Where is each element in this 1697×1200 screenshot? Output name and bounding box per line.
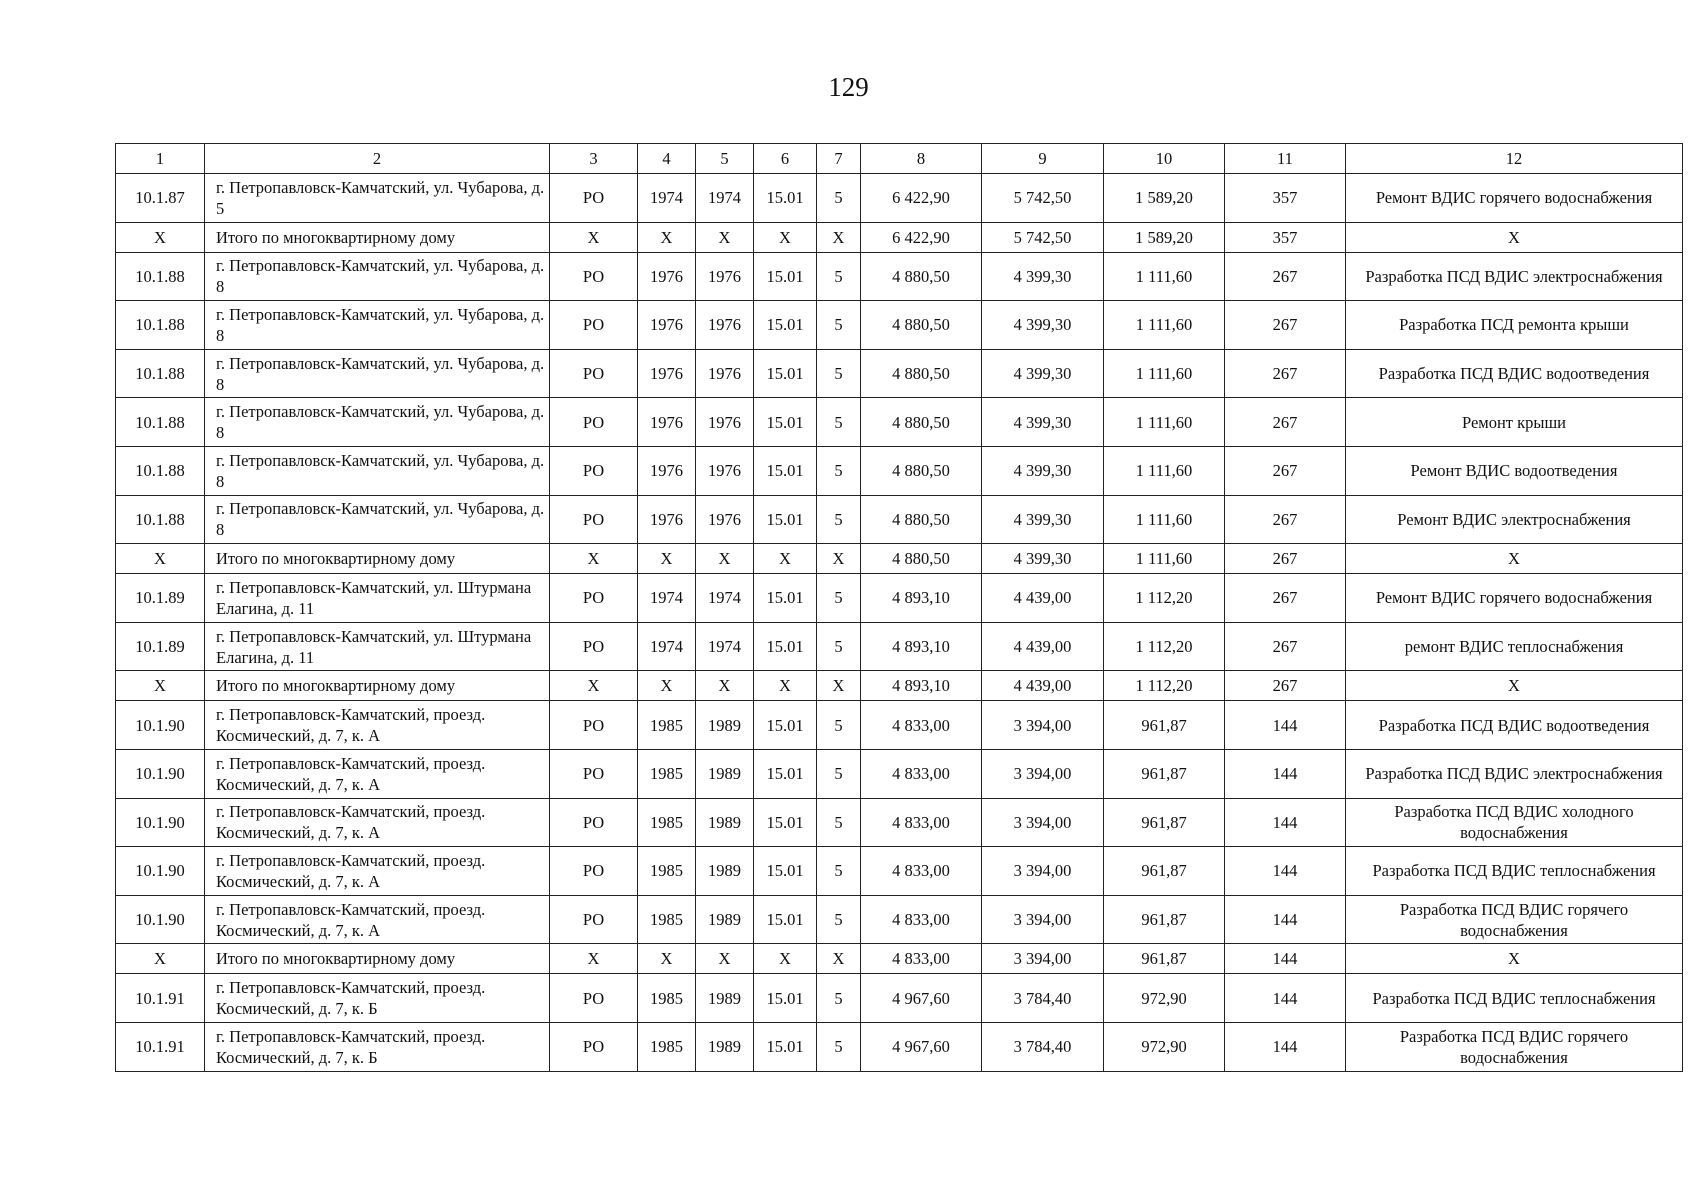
- floors-cell: 5: [817, 1022, 861, 1071]
- residents-cell: 357: [1225, 222, 1346, 252]
- table-row: [116, 495, 1683, 544]
- residents-cell: 144: [1225, 847, 1346, 896]
- residential-area-cell: 972,90: [1104, 974, 1225, 1023]
- total-area-cell: 4 833,00: [861, 895, 982, 944]
- commission-year-cell: 1989: [696, 1022, 754, 1071]
- row-id-cell: 10.1.88: [116, 398, 205, 447]
- row-id-cell: Х: [116, 944, 205, 974]
- floors-cell: 5: [817, 701, 861, 750]
- build-year-cell: 1974: [638, 574, 696, 623]
- build-year-cell: 1976: [638, 446, 696, 495]
- build-year-cell: 1976: [638, 252, 696, 301]
- total-area-cell: 4 880,50: [861, 349, 982, 398]
- floors-cell: 5: [817, 847, 861, 896]
- residential-area-cell: 1 112,20: [1104, 574, 1225, 623]
- build-year-cell: 1985: [638, 798, 696, 847]
- owner-type-cell: РО: [550, 495, 638, 544]
- row-id-cell: 10.1.90: [116, 798, 205, 847]
- owner-type-cell: РО: [550, 574, 638, 623]
- total-row: [116, 944, 1683, 974]
- address-cell: г. Петропавловск-Камчатский, ул. Штурмана Елагина, д. 11: [205, 622, 550, 671]
- residents-cell: 267: [1225, 398, 1346, 447]
- residential-area-cell: 961,87: [1104, 701, 1225, 750]
- floors-cell: 5: [817, 495, 861, 544]
- floors-cell: 5: [817, 252, 861, 301]
- total-area-cell: 4 880,50: [861, 301, 982, 350]
- build-year-cell: 1985: [638, 749, 696, 798]
- address-cell: г. Петропавловск-Камчатский, ул. Чубарова, д. 8: [205, 349, 550, 398]
- row-id-cell: 10.1.88: [116, 495, 205, 544]
- floors-cell: 5: [817, 349, 861, 398]
- residential-area-cell: 1 111,60: [1104, 301, 1225, 350]
- table-row: [116, 574, 1683, 623]
- build-year-cell: 1974: [638, 622, 696, 671]
- residents-cell: 267: [1225, 671, 1346, 701]
- floors-cell: 5: [817, 895, 861, 944]
- floors-cell: 5: [817, 974, 861, 1023]
- owner-type-cell: РО: [550, 301, 638, 350]
- column-number: 1: [116, 144, 205, 174]
- residential-area-cell: 961,87: [1104, 895, 1225, 944]
- column-number: 12: [1346, 144, 1683, 174]
- row-id-cell: 10.1.87: [116, 174, 205, 223]
- table-row: [116, 252, 1683, 301]
- total-area-cell: 4 893,10: [861, 574, 982, 623]
- commission-year-cell: 1976: [696, 349, 754, 398]
- total-area-cell: 4 833,00: [861, 944, 982, 974]
- row-id-cell: 10.1.90: [116, 847, 205, 896]
- total-row: [116, 544, 1683, 574]
- total-area-cell: 4 893,10: [861, 622, 982, 671]
- commission-year-cell: 1989: [696, 847, 754, 896]
- residents-cell: 144: [1225, 701, 1346, 750]
- total-area-cell: 4 880,50: [861, 446, 982, 495]
- wall-material-cell: 15.01: [754, 446, 817, 495]
- premises-area-cell: 4 439,00: [982, 574, 1104, 623]
- residents-cell: 144: [1225, 798, 1346, 847]
- premises-area-cell: 3 784,40: [982, 1022, 1104, 1071]
- premises-area-cell: 4 399,30: [982, 446, 1104, 495]
- address-cell: г. Петропавловск-Камчатский, ул. Чубарова, д. 8: [205, 398, 550, 447]
- residential-area-cell: 972,90: [1104, 1022, 1225, 1071]
- floors-cell: 5: [817, 622, 861, 671]
- work-type-cell: Разработка ПСД ВДИС холодного водоснабжения: [1346, 798, 1683, 847]
- build-year-cell: 1985: [638, 1022, 696, 1071]
- row-id-cell: 10.1.89: [116, 574, 205, 623]
- wall-material-cell: 15.01: [754, 252, 817, 301]
- residential-area-cell: 961,87: [1104, 847, 1225, 896]
- residents-cell: 267: [1225, 446, 1346, 495]
- residents-cell: 144: [1225, 974, 1346, 1023]
- total-area-cell: 4 880,50: [861, 544, 982, 574]
- address-cell: г. Петропавловск-Камчатский, проезд. Космический, д. 7, к. Б: [205, 1022, 550, 1071]
- residential-area-cell: 1 111,60: [1104, 349, 1225, 398]
- owner-type-cell: РО: [550, 798, 638, 847]
- residential-area-cell: 1 111,60: [1104, 446, 1225, 495]
- work-type-cell: Х: [1346, 671, 1683, 701]
- commission-year-cell: Х: [696, 944, 754, 974]
- commission-year-cell: 1989: [696, 749, 754, 798]
- build-year-cell: 1976: [638, 398, 696, 447]
- commission-year-cell: 1989: [696, 701, 754, 750]
- premises-area-cell: 3 394,00: [982, 944, 1104, 974]
- build-year-cell: Х: [638, 222, 696, 252]
- build-year-cell: 1985: [638, 974, 696, 1023]
- total-area-cell: 4 967,60: [861, 1022, 982, 1071]
- total-area-cell: 4 880,50: [861, 398, 982, 447]
- residential-area-cell: 1 111,60: [1104, 398, 1225, 447]
- column-number: 2: [205, 144, 550, 174]
- address-cell: г. Петропавловск-Камчатский, ул. Чубарова, д. 8: [205, 301, 550, 350]
- work-type-cell: Ремонт крыши: [1346, 398, 1683, 447]
- table-row: [116, 749, 1683, 798]
- wall-material-cell: 15.01: [754, 174, 817, 223]
- commission-year-cell: 1989: [696, 895, 754, 944]
- owner-type-cell: РО: [550, 446, 638, 495]
- column-number: 5: [696, 144, 754, 174]
- premises-area-cell: 4 399,30: [982, 398, 1104, 447]
- residential-area-cell: 1 112,20: [1104, 671, 1225, 701]
- residents-cell: 267: [1225, 301, 1346, 350]
- residents-cell: 144: [1225, 895, 1346, 944]
- total-area-cell: 4 880,50: [861, 252, 982, 301]
- work-type-cell: Разработка ПСД ВДИС горячего водоснабжения: [1346, 895, 1683, 944]
- build-year-cell: 1985: [638, 895, 696, 944]
- wall-material-cell: 15.01: [754, 798, 817, 847]
- wall-material-cell: 15.01: [754, 701, 817, 750]
- wall-material-cell: 15.01: [754, 974, 817, 1023]
- work-type-cell: Ремонт ВДИС горячего водоснабжения: [1346, 574, 1683, 623]
- repair-program-table: [115, 143, 1683, 1072]
- build-year-cell: 1974: [638, 174, 696, 223]
- residential-area-cell: 1 589,20: [1104, 174, 1225, 223]
- build-year-cell: Х: [638, 544, 696, 574]
- total-area-cell: 6 422,90: [861, 174, 982, 223]
- wall-material-cell: Х: [754, 544, 817, 574]
- row-id-cell: 10.1.90: [116, 701, 205, 750]
- owner-type-cell: Х: [550, 222, 638, 252]
- wall-material-cell: 15.01: [754, 574, 817, 623]
- wall-material-cell: Х: [754, 944, 817, 974]
- work-type-cell: Разработка ПСД ВДИС электроснабжения: [1346, 252, 1683, 301]
- address-cell: г. Петропавловск-Камчатский, ул. Чубарова, д. 5: [205, 174, 550, 223]
- build-year-cell: 1985: [638, 701, 696, 750]
- residential-area-cell: 1 589,20: [1104, 222, 1225, 252]
- owner-type-cell: Х: [550, 544, 638, 574]
- residents-cell: 267: [1225, 622, 1346, 671]
- premises-area-cell: 3 394,00: [982, 749, 1104, 798]
- work-type-cell: Разработка ПСД ВДИС теплоснабжения: [1346, 974, 1683, 1023]
- residents-cell: 144: [1225, 944, 1346, 974]
- table-row: [116, 398, 1683, 447]
- commission-year-cell: 1976: [696, 252, 754, 301]
- wall-material-cell: 15.01: [754, 847, 817, 896]
- build-year-cell: 1976: [638, 495, 696, 544]
- owner-type-cell: РО: [550, 749, 638, 798]
- premises-area-cell: 4 399,30: [982, 495, 1104, 544]
- work-type-cell: Х: [1346, 944, 1683, 974]
- address-cell: г. Петропавловск-Камчатский, проезд. Космический, д. 7, к. А: [205, 895, 550, 944]
- build-year-cell: 1976: [638, 301, 696, 350]
- page-number: 129: [828, 72, 869, 102]
- wall-material-cell: 15.01: [754, 398, 817, 447]
- table-body: [116, 174, 1683, 1072]
- wall-material-cell: Х: [754, 671, 817, 701]
- residential-area-cell: 1 111,60: [1104, 544, 1225, 574]
- residential-area-cell: 961,87: [1104, 749, 1225, 798]
- floors-cell: Х: [817, 544, 861, 574]
- residents-cell: 267: [1225, 495, 1346, 544]
- work-type-cell: Ремонт ВДИС горячего водоснабжения: [1346, 174, 1683, 223]
- owner-type-cell: РО: [550, 349, 638, 398]
- build-year-cell: 1985: [638, 847, 696, 896]
- residents-cell: 144: [1225, 749, 1346, 798]
- table-row: [116, 847, 1683, 896]
- table-row: [116, 622, 1683, 671]
- owner-type-cell: РО: [550, 847, 638, 896]
- commission-year-cell: Х: [696, 671, 754, 701]
- total-area-cell: 4 833,00: [861, 798, 982, 847]
- premises-area-cell: 3 394,00: [982, 798, 1104, 847]
- premises-area-cell: 5 742,50: [982, 222, 1104, 252]
- premises-area-cell: 3 394,00: [982, 701, 1104, 750]
- build-year-cell: Х: [638, 671, 696, 701]
- premises-area-cell: 4 399,30: [982, 544, 1104, 574]
- row-id-cell: 10.1.88: [116, 349, 205, 398]
- table-row: [116, 349, 1683, 398]
- owner-type-cell: РО: [550, 895, 638, 944]
- column-number: 4: [638, 144, 696, 174]
- row-id-cell: Х: [116, 544, 205, 574]
- residential-area-cell: 961,87: [1104, 798, 1225, 847]
- owner-type-cell: РО: [550, 174, 638, 223]
- address-cell: г. Петропавловск-Камчатский, проезд. Космический, д. 7, к. А: [205, 749, 550, 798]
- column-number-row: [116, 144, 1683, 174]
- address-cell: г. Петропавловск-Камчатский, ул. Чубарова, д. 8: [205, 495, 550, 544]
- owner-type-cell: РО: [550, 252, 638, 301]
- row-id-cell: 10.1.90: [116, 895, 205, 944]
- row-id-cell: 10.1.88: [116, 252, 205, 301]
- work-type-cell: Ремонт ВДИС электроснабжения: [1346, 495, 1683, 544]
- premises-area-cell: 4 399,30: [982, 301, 1104, 350]
- build-year-cell: Х: [638, 944, 696, 974]
- table-row: [116, 446, 1683, 495]
- row-id-cell: Х: [116, 671, 205, 701]
- total-area-cell: 6 422,90: [861, 222, 982, 252]
- wall-material-cell: Х: [754, 222, 817, 252]
- address-cell: г. Петропавловск-Камчатский, ул. Чубарова, д. 8: [205, 446, 550, 495]
- row-id-cell: Х: [116, 222, 205, 252]
- premises-area-cell: 4 439,00: [982, 671, 1104, 701]
- owner-type-cell: РО: [550, 622, 638, 671]
- residential-area-cell: 1 112,20: [1104, 622, 1225, 671]
- address-cell: г. Петропавловск-Камчатский, ул. Чубарова, д. 8: [205, 252, 550, 301]
- floors-cell: 5: [817, 574, 861, 623]
- column-number: 11: [1225, 144, 1346, 174]
- address-cell: Итого по многоквартирному дому: [205, 671, 550, 701]
- commission-year-cell: 1974: [696, 174, 754, 223]
- wall-material-cell: 15.01: [754, 301, 817, 350]
- commission-year-cell: 1976: [696, 446, 754, 495]
- work-type-cell: Х: [1346, 544, 1683, 574]
- premises-area-cell: 3 394,00: [982, 895, 1104, 944]
- work-type-cell: ремонт ВДИС теплоснабжения: [1346, 622, 1683, 671]
- table-row: [116, 1022, 1683, 1071]
- table-row: [116, 895, 1683, 944]
- residents-cell: 267: [1225, 349, 1346, 398]
- residents-cell: 144: [1225, 1022, 1346, 1071]
- premises-area-cell: 4 439,00: [982, 622, 1104, 671]
- owner-type-cell: РО: [550, 398, 638, 447]
- address-cell: Итого по многоквартирному дому: [205, 222, 550, 252]
- row-id-cell: 10.1.89: [116, 622, 205, 671]
- row-id-cell: 10.1.91: [116, 1022, 205, 1071]
- commission-year-cell: 1976: [696, 398, 754, 447]
- address-cell: Итого по многоквартирному дому: [205, 944, 550, 974]
- residents-cell: 267: [1225, 544, 1346, 574]
- commission-year-cell: 1976: [696, 495, 754, 544]
- residents-cell: 267: [1225, 574, 1346, 623]
- floors-cell: 5: [817, 446, 861, 495]
- commission-year-cell: Х: [696, 222, 754, 252]
- floors-cell: Х: [817, 222, 861, 252]
- table-row: [116, 798, 1683, 847]
- commission-year-cell: 1974: [696, 574, 754, 623]
- owner-type-cell: Х: [550, 944, 638, 974]
- floors-cell: 5: [817, 301, 861, 350]
- column-number: 9: [982, 144, 1104, 174]
- owner-type-cell: РО: [550, 974, 638, 1023]
- premises-area-cell: 5 742,50: [982, 174, 1104, 223]
- residents-cell: 357: [1225, 174, 1346, 223]
- address-cell: г. Петропавловск-Камчатский, проезд. Космический, д. 7, к. А: [205, 798, 550, 847]
- total-area-cell: 4 833,00: [861, 749, 982, 798]
- address-cell: г. Петропавловск-Камчатский, ул. Штурмана Елагина, д. 11: [205, 574, 550, 623]
- floors-cell: Х: [817, 671, 861, 701]
- floors-cell: 5: [817, 749, 861, 798]
- wall-material-cell: 15.01: [754, 895, 817, 944]
- commission-year-cell: 1989: [696, 974, 754, 1023]
- address-cell: Итого по многоквартирному дому: [205, 544, 550, 574]
- row-id-cell: 10.1.90: [116, 749, 205, 798]
- total-area-cell: 4 833,00: [861, 701, 982, 750]
- table-row: [116, 301, 1683, 350]
- floors-cell: Х: [817, 944, 861, 974]
- wall-material-cell: 15.01: [754, 349, 817, 398]
- column-number: 6: [754, 144, 817, 174]
- floors-cell: 5: [817, 174, 861, 223]
- residential-area-cell: 961,87: [1104, 944, 1225, 974]
- column-number: 7: [817, 144, 861, 174]
- row-id-cell: 10.1.88: [116, 446, 205, 495]
- residential-area-cell: 1 111,60: [1104, 252, 1225, 301]
- table-row: [116, 701, 1683, 750]
- premises-area-cell: 3 784,40: [982, 974, 1104, 1023]
- row-id-cell: 10.1.88: [116, 301, 205, 350]
- column-number: 8: [861, 144, 982, 174]
- total-row: [116, 222, 1683, 252]
- work-type-cell: Разработка ПСД ВДИС водоотведения: [1346, 701, 1683, 750]
- build-year-cell: 1976: [638, 349, 696, 398]
- work-type-cell: Разработка ПСД ВДИС теплоснабжения: [1346, 847, 1683, 896]
- owner-type-cell: РО: [550, 1022, 638, 1071]
- commission-year-cell: 1989: [696, 798, 754, 847]
- commission-year-cell: Х: [696, 544, 754, 574]
- residents-cell: 267: [1225, 252, 1346, 301]
- wall-material-cell: 15.01: [754, 622, 817, 671]
- owner-type-cell: РО: [550, 701, 638, 750]
- total-area-cell: 4 967,60: [861, 974, 982, 1023]
- address-cell: г. Петропавловск-Камчатский, проезд. Космический, д. 7, к. Б: [205, 974, 550, 1023]
- table-row: [116, 174, 1683, 223]
- wall-material-cell: 15.01: [754, 749, 817, 798]
- wall-material-cell: 15.01: [754, 1022, 817, 1071]
- total-area-cell: 4 833,00: [861, 847, 982, 896]
- column-number: 3: [550, 144, 638, 174]
- commission-year-cell: 1974: [696, 622, 754, 671]
- total-row: [116, 671, 1683, 701]
- premises-area-cell: 3 394,00: [982, 847, 1104, 896]
- premises-area-cell: 4 399,30: [982, 349, 1104, 398]
- table-row: [116, 974, 1683, 1023]
- row-id-cell: 10.1.91: [116, 974, 205, 1023]
- total-area-cell: 4 880,50: [861, 495, 982, 544]
- floors-cell: 5: [817, 398, 861, 447]
- address-cell: г. Петропавловск-Камчатский, проезд. Космический, д. 7, к. А: [205, 847, 550, 896]
- work-type-cell: Ремонт ВДИС водоотведения: [1346, 446, 1683, 495]
- wall-material-cell: 15.01: [754, 495, 817, 544]
- residential-area-cell: 1 111,60: [1104, 495, 1225, 544]
- commission-year-cell: 1976: [696, 301, 754, 350]
- work-type-cell: Разработка ПСД ремонта крыши: [1346, 301, 1683, 350]
- column-number: 10: [1104, 144, 1225, 174]
- address-cell: г. Петропавловск-Камчатский, проезд. Космический, д. 7, к. А: [205, 701, 550, 750]
- owner-type-cell: Х: [550, 671, 638, 701]
- total-area-cell: 4 893,10: [861, 671, 982, 701]
- work-type-cell: Разработка ПСД ВДИС электроснабжения: [1346, 749, 1683, 798]
- premises-area-cell: 4 399,30: [982, 252, 1104, 301]
- floors-cell: 5: [817, 798, 861, 847]
- work-type-cell: Х: [1346, 222, 1683, 252]
- work-type-cell: Разработка ПСД ВДИС горячего водоснабжения: [1346, 1022, 1683, 1071]
- work-type-cell: Разработка ПСД ВДИС водоотведения: [1346, 349, 1683, 398]
